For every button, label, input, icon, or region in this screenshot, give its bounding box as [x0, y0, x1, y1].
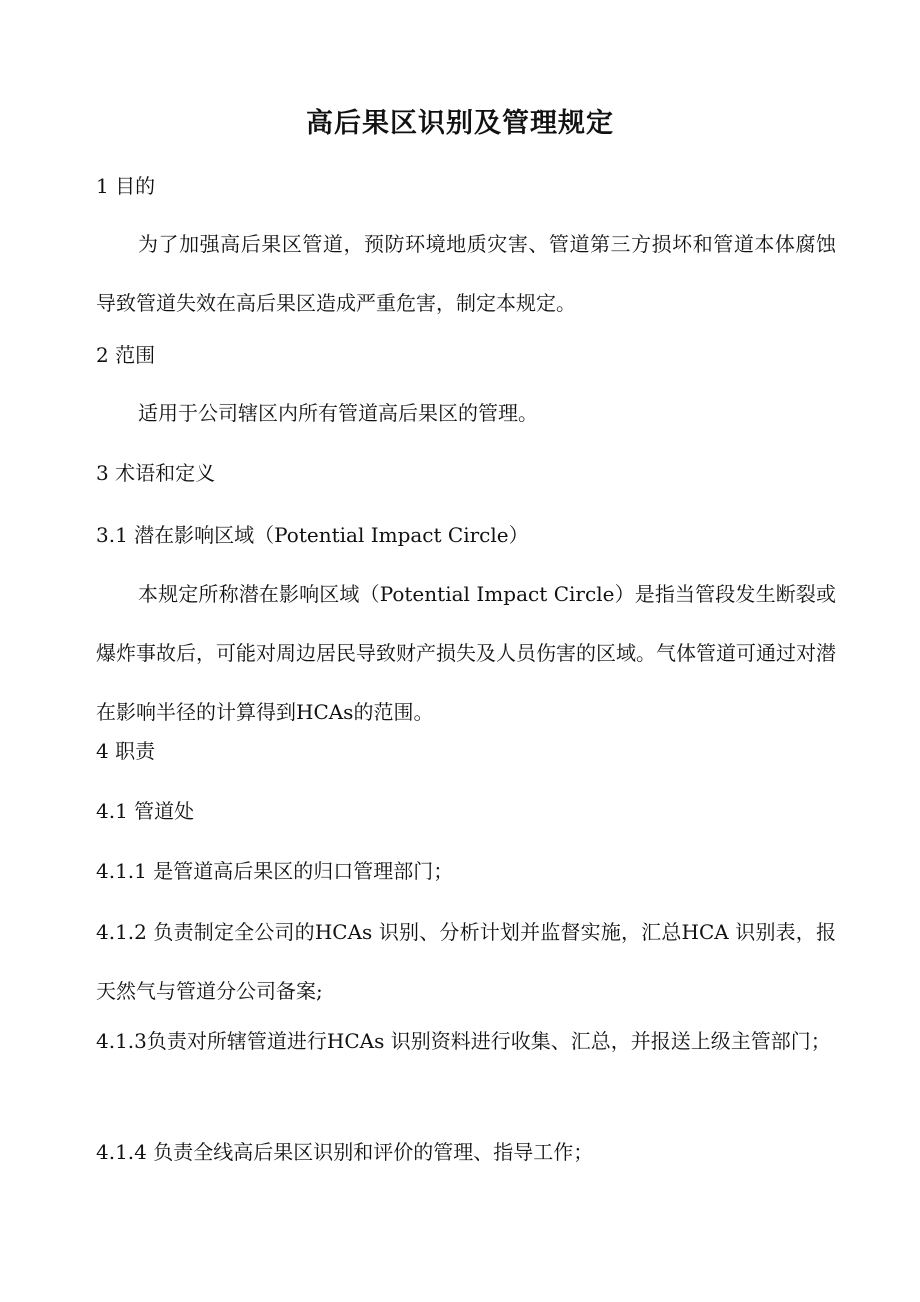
section-3-1-paragraph: 本规定所称潜在影响区域（Potential Impact Circle）是指当管段发生断裂或爆炸事故后，可能对周边居民导致财产损失及人员伤害的区域。气体管道可通过对潜在影响半径的计算得到HCAs的范围。: [96, 582, 836, 724]
section-4-1-heading: 4.1 管道处: [96, 799, 195, 823]
section-4-heading: 4 职责: [96, 739, 156, 763]
section-3-heading: 3 术语和定义: [96, 461, 216, 485]
section-2-heading: 2 范围: [96, 343, 156, 367]
item-4-1-1: 4.1.1 是管道高后果区的归口管理部门；: [96, 859, 454, 883]
section-2-paragraph: 适用于公司辖区内所有管道高后果区的管理。: [138, 401, 538, 425]
item-4-1-3: 4.1.3负责对所辖管道进行HCAs 识别资料进行收集、汇总，并报送上级主管部门；: [96, 1029, 831, 1053]
section-1-paragraph: 为了加强高后果区管道，预防环境地质灾害、管道第三方损坏和管道本体腐蚀导致管道失效在高后果区造成严重危害，制定本规定。: [96, 232, 836, 315]
section-1-heading: 1 目的: [96, 174, 156, 198]
document-title: 高后果区识别及管理规定: [306, 108, 614, 139]
item-4-1-2: 4.1.2 负责制定全公司的HCAs 识别、分析计划并监督实施，汇总HCA 识别表，报天然气与管道分公司备案;: [96, 920, 836, 1003]
section-3-1-heading: 3.1 潜在影响区域（Potential Impact Circle）: [96, 523, 529, 547]
item-4-1-4: 4.1.4 负责全线高后果区识别和评价的管理、指导工作；: [96, 1140, 594, 1164]
